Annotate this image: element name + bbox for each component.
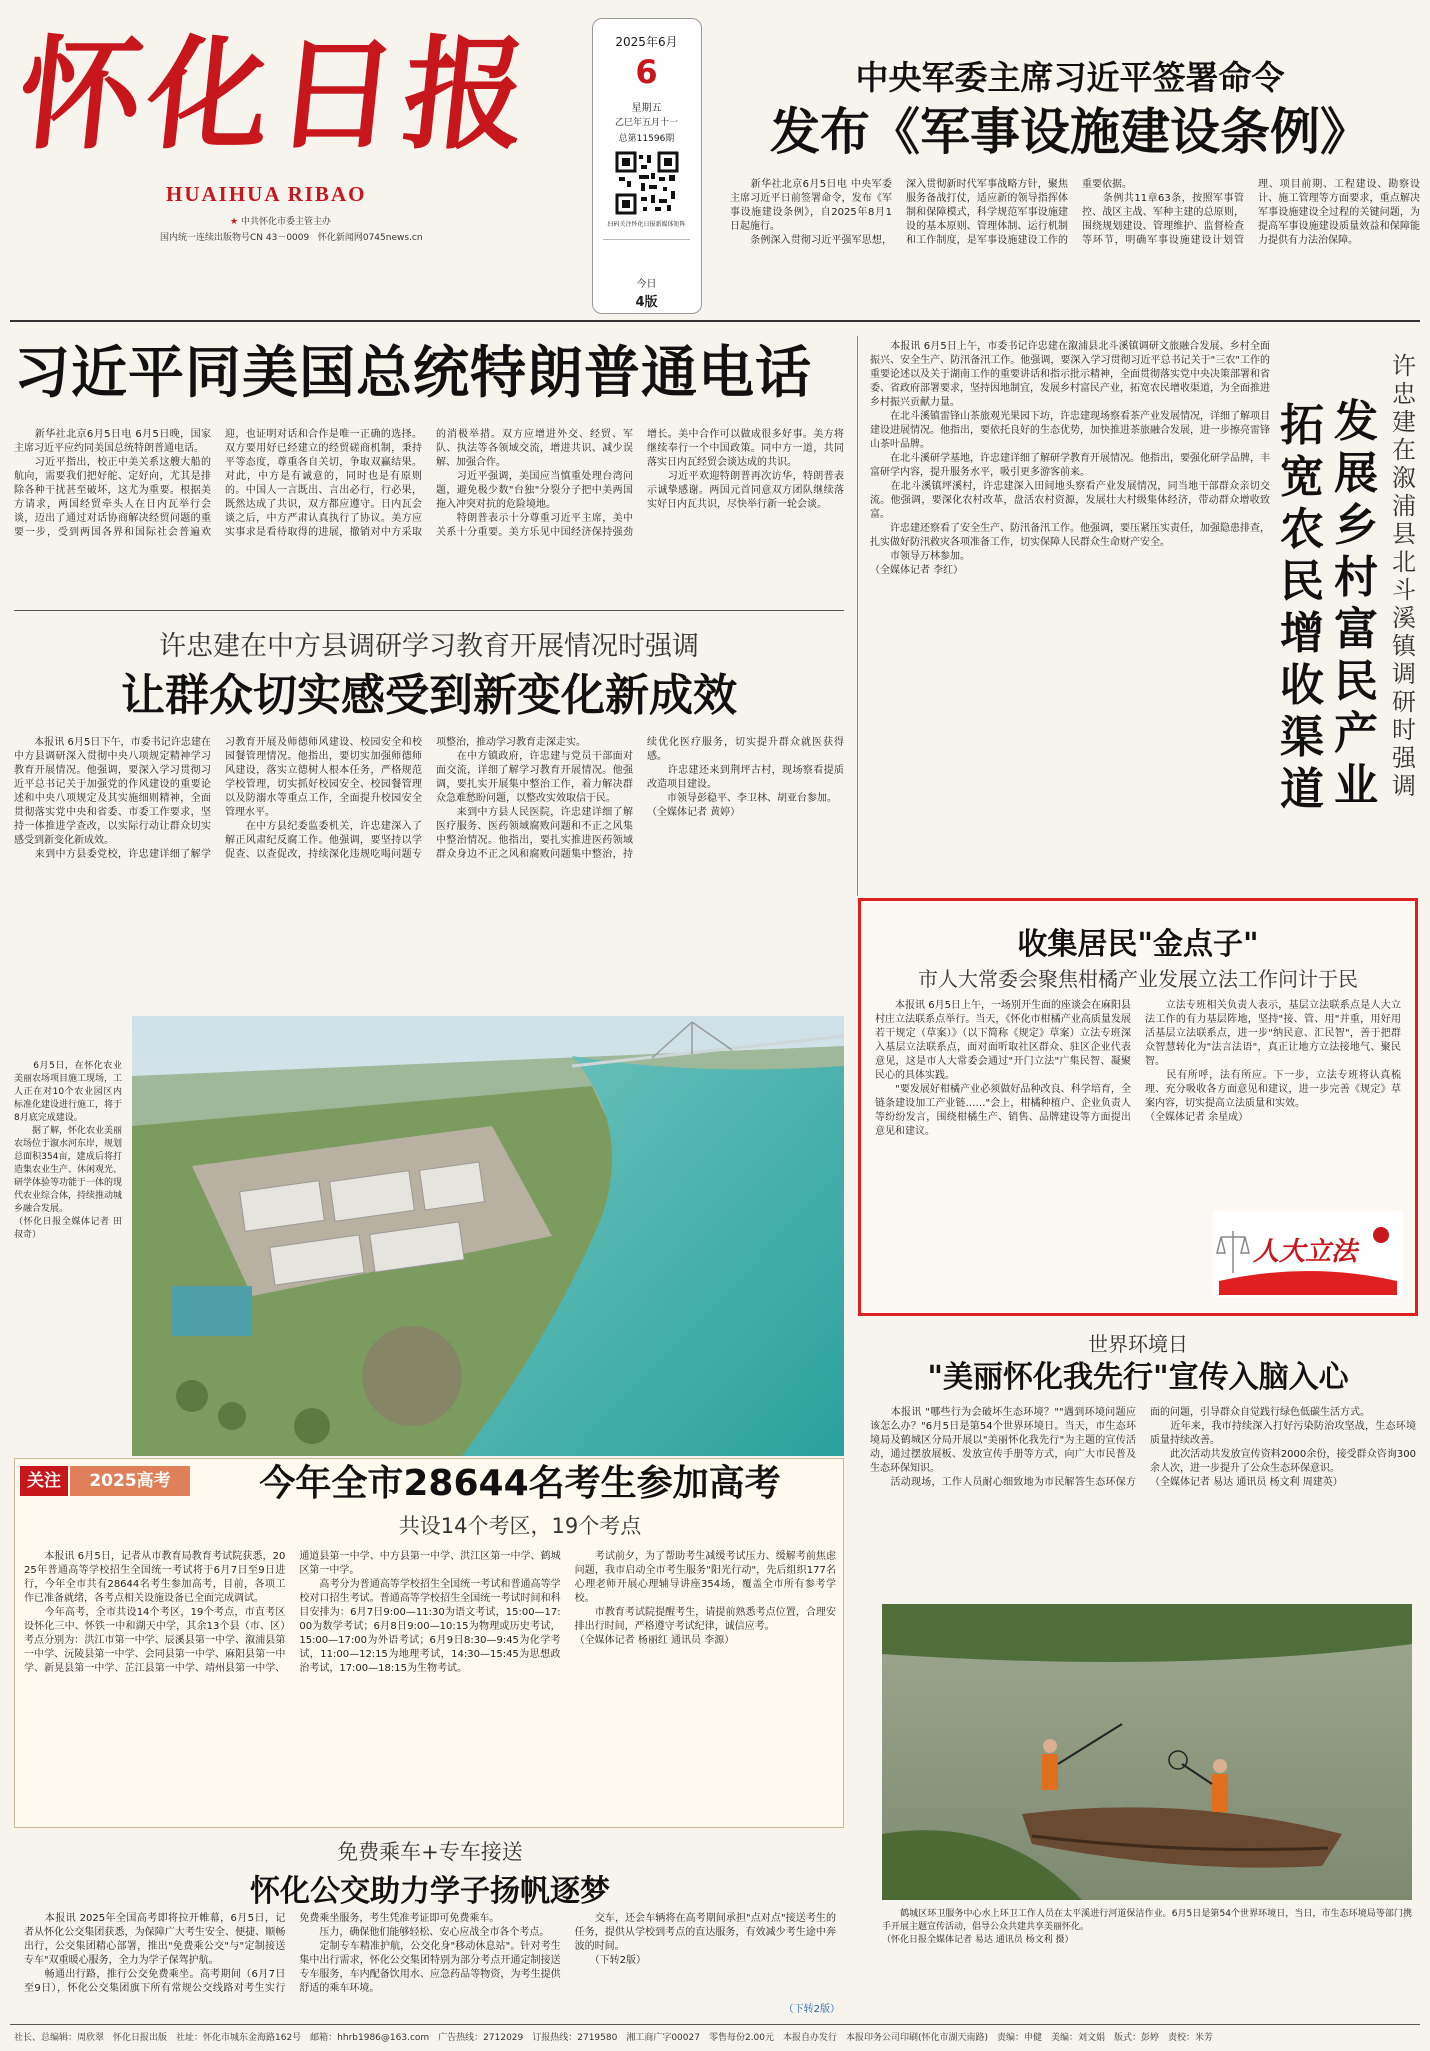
exam-body: 本报讯 6月5日，记者从市教育局教育考试院获悉，2025年普通高等学校招生全国统一考试将于6月7日至9日进行，今年全市共有28644名考生参加高考，目前，各项工作已准备就绪，各考点相关设施设备已全面完成调试。 今年高考，全市共设14个考区，19个考点，市直考区设怀化三中、怀铁一中和湖天中学，其余13个县（市、区）考点分别为：洪江市第一中学、辰溪县第一中学、溆浦县第一中学、沅陵县第一中学、会同县第一中学、麻阳县第一中学、新晃县第一中学、芷江县第一中学、靖州县第一中学、通道县第一中学、中方县第一中学、洪江区第一中学、鹤城区第一中学。 高考分为普通高等学校招生全国统一考试和普通高等学校对口招生考试。普通高等学校招生全国统一考试时间和科目安排为：6月7日9:00—11:30为语文考试，15:00—17:00为数学考试；6月8日9:00—10:15为物理或历史考试，15:00—17:00为外语考试；6月9日8:30—9:45为化学考试，11:00—12:15为地理考试，14:30—15:45为思想政治考试，17:00—18:15为生物考试。 考试前夕，为了帮助考生减缓考试压力、缓解考前焦虑问题，我市启动全市考生服务"阳光行动"，先后组织177名心理老师开展心理辅导讲座354场，覆盖全市所有参考学校。 市教育考试院提醒考生，请提前熟悉考点位置，合理安排出行时间，严格遵守考试纪律，诚信应考。 （全媒体记者 杨丽红 通讯员 李源） bbox=[24, 1551, 836, 1674]
sponsor: 中共怀化市委主管主办 bbox=[240, 217, 331, 227]
weekday: 星期五 bbox=[631, 103, 662, 114]
photo-right-caption: 鹤城区环卫服务中心水上环卫工作人员在太平溪进行河道保洁作业。6月5日是第54个世界环境日，当日，市生态环境局等部门携手开展主题宣传活动，倡导公众共建共享美丽怀化。 （怀化日报全媒体记者 易达 通讯员 杨文利 摄） bbox=[882, 1909, 1412, 1945]
photo-right bbox=[882, 1604, 1412, 1900]
sponsor-line bbox=[230, 214, 530, 227]
masthead-pinyin: HUAIHUA RIBAO bbox=[166, 182, 367, 206]
photo-left-caption: 6月5日，在怀化农业美丽农场项目施工现场，工人正在对10个农业园区内标准化建设进行施工，将于8月底完成建设。 据了解，怀化农业美丽农场位于溆水河东岸，规划总面积354亩，建成后将打造集农业生产、休闲观光、研学体验等功能于一体的现代农业综合体，持续推动城乡融合发展。 （怀化日报全媒体记者 田叔奇） bbox=[14, 1061, 122, 1240]
rural-kicker: 许忠建在溆浦县北斗溪镇调研时强调 bbox=[1392, 352, 1416, 800]
education-headline: 让群众切实感受到新变化新成效 bbox=[121, 670, 737, 721]
date-day: 6 bbox=[635, 53, 658, 91]
top-story-headline: 发布《军事设施建设条例》 bbox=[770, 103, 1370, 161]
rural-headline-col1: 发展乡村富民产业 bbox=[1334, 396, 1378, 811]
legislation-subheadline: 市人大常委会聚焦柑橘产业发展立法工作问计于民 bbox=[918, 967, 1358, 991]
party-emblem-icon: ★ bbox=[230, 217, 239, 227]
date-box-divider bbox=[603, 239, 690, 240]
top-story-kicker: 中央军委主席习近平签署命令 bbox=[855, 58, 1285, 97]
exam-tag-topic: 2025高考 bbox=[70, 1466, 190, 1496]
exam-tag bbox=[20, 1466, 190, 1496]
right-column-divider bbox=[857, 336, 858, 896]
masthead-divider bbox=[10, 320, 1420, 322]
publication-ids bbox=[160, 230, 580, 243]
rural-headline-col2: 拓宽农民增收渠道 bbox=[1280, 400, 1324, 815]
lead-divider bbox=[14, 610, 844, 611]
legislation-headline: 收集居民"金点子" bbox=[1017, 927, 1259, 962]
date-year-month: 2025年6月 bbox=[615, 35, 678, 49]
exam-subheadline: 共设14个考区，19个考点 bbox=[398, 1514, 642, 1538]
page-count: 4版 bbox=[635, 295, 658, 310]
transit-kicker: 免费乘车+专车接送 bbox=[337, 1840, 523, 1864]
transit-body: 本报讯 2025年全国高考即将拉开帷幕，6月5日，记者从怀化公交集团获悉，为保障广大考生安全、便捷、顺畅出行，公交集团精心部署，推出"免费乘公交"与"定制接送专车"双重暖心服务，全力为学子保驾护航。 畅通出行路，推行公交免费乘坐。高考期间（6月7日至9日），怀化公交集团旗下所有常规公交线路对考生实行免费乘坐服务，考生凭准考证即可免费乘车。 压力，确保他们能够轻松、安心应战全市各个考点。 定制专车精准护航，公交化身"移动休息站"。针对考生集中出行需求，怀化公交集团特别为部分考点开通定制接送专车服务，车内配备饮用水、应急药品等物资，为考生提供舒适的乘车环境。 交车，还会车辆将在高考期间承担"点对点"接送考生的任务，提供从学校到考点的直达服务，有效减少考生途中奔波的时间。 （下转2版） bbox=[24, 1913, 836, 1994]
qr-caption: 扫码关注怀化日报新媒体矩阵 bbox=[607, 221, 686, 228]
npc-legislation-badge bbox=[1213, 1211, 1403, 1297]
continued-link[interactable]: （下转2版） bbox=[783, 2004, 840, 2015]
environment-body: 本报讯 "哪些行为会破坏生态环境？""遇到环境问题应该怎么办？"6月5日是第54个世界环境日。当天，市生态环境局及鹤城区分局开展以"美丽怀化我先行"为主题的宣传活动，通过摆放展板、发放宣传手册等方式，向广大市民普及生态环保知识。 活动现场，工作人员耐心细致地为市民解答生态环保方面的问题，引导群众自觉践行绿色低碳生活方式。 近年来，我市持续深入打好污染防治攻坚战，生态环境质量持续改善。 此次活动共发放宣传资料2000余份，接受群众咨询300余人次，进一步提升了公众生态环保意识。 （全媒体记者 易达 通讯员 杨文利 周建英） bbox=[870, 1407, 1416, 1488]
exam-headline: 今年全市28644名考生参加高考 bbox=[259, 1463, 781, 1504]
footer-imprint: 社长、总编辑：周欣翠 怀化日报出版 社址：怀化市城东金海路162号 邮箱：hhrb1986@163.com 广告热线：2712029 订报热线：2719580 湘工商广字00027 零售每份2.00元 本报自办发行 本报印务公司印刷(怀化市湖天南路) 责编：申健 美编：刘文娟 版式：彭婷 责校：米芳 bbox=[14, 2033, 1214, 2043]
footer-rule bbox=[10, 2024, 1420, 2025]
qr-code[interactable] bbox=[615, 151, 679, 215]
lunar-date: 乙巳年五月十一 bbox=[614, 118, 678, 128]
badge-label: 人大立法 bbox=[1253, 1237, 1358, 1267]
top-story-body: 新华社北京6月5日电 中央军委主席习近平日前签署命令，发布《军事设施建设条例》，自2025年8月1日起施行。 条例深入贯彻习近平强军思想，深入贯彻新时代军事战略方针，聚焦服务备战打仗，适应新的领导指挥体制和保障模式，科学规范军事设施建设的基本原则、管理体制、运行机制和工作制度，是军事设施建设工作的重要依据。 条例共11章63条，按照军事管控、战区主战、军种主建的总原则，围绕规划建设、管理维护、监督检查等环节，明确军事设施建设计划管理、项目前期、工程建设、勘察设计、施工管理等方面要求，重点解决军事设施建设全过程的关键问题，为提高军事设施建设质量效益和保障能力提供有力法治保障。 bbox=[730, 179, 1420, 246]
environment-kicker: 世界环境日 bbox=[1088, 1332, 1188, 1356]
date-box bbox=[592, 18, 702, 314]
masthead-logo: 怀化日报 bbox=[12, 22, 540, 166]
exam-tag-focus: 关注 bbox=[20, 1466, 68, 1496]
lead-body: 新华社北京6月5日电 6月5日晚，国家主席习近平应约同美国总统特朗普通电话。 习近平指出，校正中美关系这艘大船的航向，需要我们把好舵、定好向，尤其是排除各种干扰甚至破坏，这尤为重要。根据美方请求，两国经贸牵头人在日内瓦举行会谈，迈出了通过对话协商解决经贸问题的重要一步，受到两国各界和国际社会普遍欢迎，也证明对话和合作是唯一正确的选择。双方要用好已经建立的经贸磋商机制，秉持平等态度，尊重各自关切，争取双赢结果。对此，中方是有诚意的，同时也是有原则的。中国人一言既出、言出必行，行必果，既然达成了共识，双方都应遵守。日内瓦会谈之后，中方严肃认真执行了协议。美方应实事求是看待取得的进展，撤销对中方采取的消极举措。双方应增进外交、经贸、军队、执法等各领域交流，增进共识、减少误解、加强合作。 习近平强调，美国应当慎重处理台湾问题，避免极少数"台独"分裂分子把中美两国拖入冲突对抗的危险境地。 特朗普表示十分尊重习近平主席，美中关系十分重要。美方乐见中国经济保持强劲增长。美中合作可以做成很多好事。美方将继续奉行一个中国政策。同中方一道，共同落实日内瓦经贸会谈达成的共识。 习近平欢迎特朗普再次访华，特朗普表示诚挚感谢。两国元首同意双方团队继续落实好日内瓦共识，尽快举行新一轮会谈。 bbox=[14, 429, 844, 538]
environment-headline: "美丽怀化我先行"宣传入脑入心 bbox=[927, 1360, 1349, 1395]
rural-body: 本报讯 6月5日上午，市委书记许忠建在溆浦县北斗溪镇调研文旅融合发展、乡村全面振兴、安全生产、防汛备汛工作。他强调，要深入学习贯彻习近平总书记关于"三农"工作的重要论述以及关于湖南工作的重要讲话和指示批示精神，全面贯彻落实党中央决策部署和省委、省政府部署要求，坚持因地制宜，发展乡村富民产业，拓宽农民增收渠道，为全面推进乡村振兴贡献力量。 在北斗溪镇雷锋山茶旅观光果园下坊，许忠建现场察看茶产业发展情况，详细了解项目建设进展情况。他指出，要依托良好的生态优势，加快推进茶旅融合发展，进一步擦亮雷锋山茶叶品牌。 在北斗溪研学基地，许忠建详细了解研学教育开展情况。他指出，要强化研学品牌，丰富研学内容，提升服务水平，吸引更多游客前来。 在北斗溪镇坪溪村，许忠建深入田间地头察看产业发展情况，同当地干部群众亲切交流。他强调，要深化农村改革，盘活农村资源，发展壮大村级集体经济，带动群众增收致富。 许忠建还察看了安全生产、防汛备汛工作。他强调，要压紧压实责任，加强隐患排查，扎实做好防汛救灾各项准备工作，切实保障人民群众生命财产安全。 市领导万林参加。 （全媒体记者 李红） bbox=[870, 341, 1270, 576]
photo-left bbox=[132, 1016, 844, 1456]
legislation-body: 本报讯 6月5日上午，一场别开生面的座谈会在麻阳县村庄立法联系点举行。当天，《怀化市柑橘产业高质量发展若干规定（草案）》（以下简称《规定》草案）立法专班深入基层立法联系点，面对面听取社区群众、驻区企业代表意见，这是市人大常委会通过"开门立法"广集民智、凝聚民心的具体实践。 "要发展好柑橘产业必须做好品种改良、科学培育，全链条建设加工产业链……"会上，柑橘种植户、企业负责人等纷纷发言，围绕柑橘生产、销售、品牌建设等方面提出意见和建议。 立法专班相关负责人表示，基层立法联系点是人大立法工作的有力基层阵地，坚持"接、管、用"并重，用好用活基层立法联系点，进一步"纳民意、汇民智"，善于把群众智慧转化为"法言法语"，真正让地方立法接地气、聚民智。 民有所呼，法有所应。下一步，立法专班将认真梳理、充分吸收各方面意见和建议，进一步完善《规定》草案内容，切实提高立法质量和实效。 （全媒体记者 余星成） bbox=[875, 1000, 1401, 1137]
legislation-box bbox=[858, 898, 1418, 1316]
masthead bbox=[10, 14, 580, 244]
issue-number: 总第11596期 bbox=[618, 134, 675, 144]
education-body: 本报讯 6月5日下午，市委书记许忠建在中方县调研深入贯彻中央八项规定精神学习教育开展情况。他强调，要深入学习贯彻习近平总书记关于加强党的作风建设的重要论述和中央八项规定及其实施细则精神，全面贯彻落实党中央和省委、市委工作要求，坚持一体推进学查改，以实际行动让群众切实感受到新变化新成效。 来到中方县委党校，许忠建详细了解学习教育开展及师德师风建设、校园安全和校园餐管理情况。他指出，要切实加强师德师风建设，落实立德树人根本任务，严格规范学校管理，切实抓好校园安全、校园餐管理以及防溺水等重点工作，全面提升校园安全管理水平。 在中方县纪委监委机关，许忠建深入了解正风肃纪反腐工作。他强调，要坚持以学促查、以查促改，持续深化违规吃喝问题专项整治，推动学习教育走深走实。 在中方镇政府，许忠建与党员干部面对面交流，详细了解学习教育开展情况。他强调，要扎实开展集中整治工作，着力解决群众急难愁盼问题，以整改实效取信于民。 来到中方县人民医院，许忠建详细了解医疗服务、医药领域腐败问题和不正之风集中整治情况。他指出，要扎实推进医药领域群众身边不正之风和腐败问题集中整治，持续优化医疗服务，切实提升群众就医获得感。 许忠建还来到荆坪古村，现场察看提质改造项目建设。 市领导彭稳平、李卫林、胡亚台参加。 （全媒体记者 黄婷） bbox=[14, 737, 844, 860]
website: 怀化新闻网0745news.cn bbox=[317, 233, 423, 243]
lead-headline: 习近平同美国总统特朗普通电话 bbox=[14, 341, 812, 406]
education-kicker: 许忠建在中方县调研学习教育开展情况时强调 bbox=[159, 631, 699, 662]
cn-number: 国内统一连续出版物号CN 43－0009 bbox=[160, 233, 310, 243]
transit-headline: 怀化公交助力学子扬帆逐梦 bbox=[250, 1874, 610, 1909]
today-label: 今日 bbox=[636, 279, 657, 290]
